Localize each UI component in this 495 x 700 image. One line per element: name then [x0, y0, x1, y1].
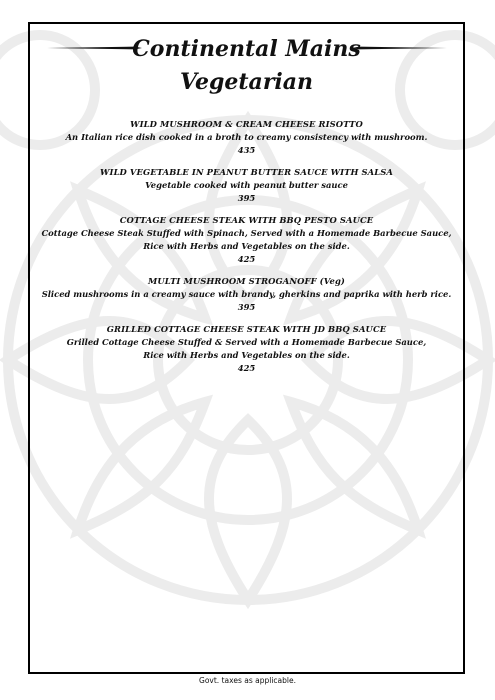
menu-item [30, 166, 463, 205]
menu-item-price: 435 [237, 145, 256, 155]
menu-item-name: GRILLED COTTAGE CHEESE STEAK WITH JD BBQ SAUCE [106, 324, 387, 334]
menu-item-description: Rice with Herbs and Vegetables on the side. [143, 241, 350, 251]
menu-item-price: 425 [237, 363, 256, 373]
menu-item-price: 395 [237, 302, 256, 312]
menu-item-price: 395 [237, 193, 256, 203]
menu-item-name: COTTAGE CHEESE STEAK WITH BBQ PESTO SAUCE [119, 215, 374, 225]
menu-title-block [30, 34, 463, 114]
menu-item-description: Vegetable cooked with peanut butter sauce [145, 180, 348, 190]
menu-item [30, 323, 463, 375]
menu-item [30, 214, 463, 266]
menu-item-name: MULTI MUSHROOM STROGANOFF (Veg) [148, 276, 345, 286]
menu-item [30, 118, 463, 157]
menu-item [30, 275, 463, 314]
menu-frame [28, 22, 465, 674]
menu-item-description: An Italian rice dish cooked in a broth to creamy consistency with mushroom. [65, 132, 428, 142]
menu-item-description: Sliced mushrooms in a creamy sauce with brandy, gherkins and paprika with herb rice. [41, 289, 452, 299]
page-title: Continental Mains [132, 36, 361, 62]
menu-items [30, 118, 463, 384]
page-subtitle: Vegetarian [179, 69, 314, 95]
tax-note: Govt. taxes as applicable. [199, 676, 296, 685]
menu-item-description: Grilled Cottage Cheese Stuffed & Served with a Homemade Barbecue Sauce, [66, 337, 427, 347]
menu-item-description: Cottage Cheese Steak Stuffed with Spinach, Served with a Homemade Barbecue Sauce, [41, 228, 452, 238]
menu-item-name: WILD VEGETABLE IN PEANUT BUTTER SAUCE WITH SALSA [100, 167, 393, 177]
menu-item-description: Rice with Herbs and Vegetables on the side. [143, 350, 350, 360]
menu-item-price: 425 [237, 254, 256, 264]
menu-item-name: WILD MUSHROOM & CREAM CHEESE RISOTTO [130, 119, 363, 129]
